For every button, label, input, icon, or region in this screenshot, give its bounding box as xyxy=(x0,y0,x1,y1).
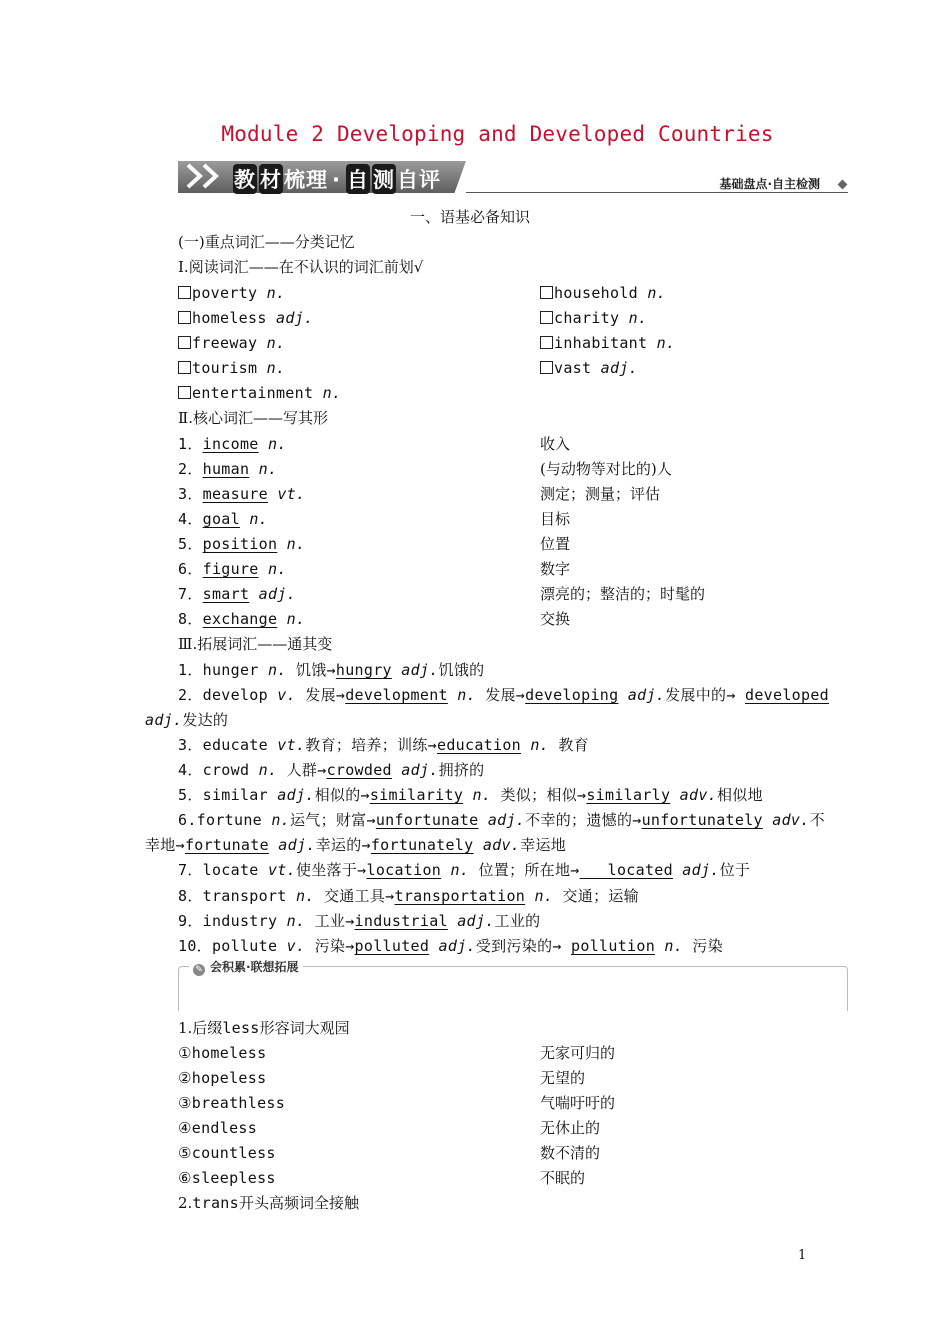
derivation-line-8: 8．transport n. 交通工具→transportation n. 交通；运输 xyxy=(178,887,639,905)
chevron-right-icon xyxy=(200,163,222,189)
tip-heading: ✎ 会积累·联想拓展 xyxy=(189,958,303,976)
core-vocab-meaning: 测定；测量；评估 xyxy=(540,485,661,503)
derivation-line-10: 10．pollute v. 污染→polluted adj.受到污染的→ pollution n. 污染 xyxy=(178,937,723,955)
core-vocab-item: 1．income n. xyxy=(178,435,287,453)
section-heading: 一、语基必备知识 xyxy=(410,208,531,226)
tip-word: ⑤countless xyxy=(178,1144,276,1162)
tip-meaning: 无休止的 xyxy=(540,1119,601,1137)
derivation-line-6-cont: 幸地→fortunate adj.幸运的→fortunately adv.幸运地 xyxy=(145,836,567,854)
tip-word: ①homeless xyxy=(178,1044,267,1062)
tip-meaning: 气喘吁吁的 xyxy=(540,1094,616,1112)
lightbulb-icon: ✎ xyxy=(193,964,205,976)
core-vocab-item: 7．smart adj. xyxy=(178,585,296,603)
core-vocab-item: 6．figure n. xyxy=(178,560,287,578)
derivation-line-6: 6.fortune n.运气；财富→unfortunate adj.不幸的；遗憾的→unfortunately adv.不 xyxy=(178,811,825,829)
derivation-line-5: 5．similar adj.相似的→similarity n. 类似；相似→similarly adv.相似地 xyxy=(178,786,763,804)
core-vocab-item: 4．goal n. xyxy=(178,510,268,528)
checkbox-icon[interactable] xyxy=(178,311,191,324)
tip-meaning: 数不清的 xyxy=(540,1144,601,1162)
tip-word: ③breathless xyxy=(178,1094,286,1112)
vocab-checkbox-item[interactable]: entertainment n. xyxy=(178,381,341,406)
checkbox-icon[interactable] xyxy=(540,311,553,324)
vocab-checkbox-item[interactable]: poverty n. xyxy=(178,281,285,306)
vocab-checkbox-item[interactable]: tourism n. xyxy=(178,356,285,381)
checkbox-icon[interactable] xyxy=(540,361,553,374)
vocab-checkbox-item[interactable]: freeway n. xyxy=(178,331,285,356)
banner-subtitle: 基础盘点·自主检测 xyxy=(719,177,820,191)
core-vocab-meaning: 漂亮的；整洁的；时髦的 xyxy=(540,585,706,603)
core-vocab-meaning: 位置 xyxy=(540,535,571,553)
banner-title: 教 材梳理 · 自 测自评 xyxy=(232,164,441,194)
section-banner xyxy=(178,161,848,195)
derivation-line-2: 2．develop v. 发展→development n. 发展→developing adj.发展中的→ developed xyxy=(178,686,829,704)
derivation-line-7: 7．locate vt.使坐落于→location n. 位置；所在地→ located adj.位于 xyxy=(178,861,751,879)
checkbox-icon[interactable] xyxy=(178,286,191,299)
tip-sub1: 1.后缀less形容词大观园 xyxy=(178,1019,350,1037)
subheading: (一)重点词汇——分类记忆 xyxy=(178,233,355,251)
derivation-line-1: 1．hunger n. 饥饿→hungry adj.饥饿的 xyxy=(178,661,485,679)
core-vocab-meaning: 收入 xyxy=(540,435,571,453)
checkbox-icon[interactable] xyxy=(178,361,191,374)
vocab-checkbox-item[interactable]: household n. xyxy=(540,281,666,306)
tip-meaning: 无家可归的 xyxy=(540,1044,616,1062)
tip-sub2: 2.trans开头高频词全接触 xyxy=(178,1194,359,1212)
tip-word: ⑥sleepless xyxy=(178,1169,276,1187)
core-vocab-meaning: 目标 xyxy=(540,510,571,528)
core-vocab-item: 3．measure vt. xyxy=(178,485,306,503)
page-title: Module 2 Developing and Developed Countries xyxy=(221,122,774,146)
page-number: 1 xyxy=(798,1248,807,1263)
diamond-icon xyxy=(838,180,848,190)
part1-heading: Ⅰ.阅读词汇——在不认识的词汇前划√ xyxy=(178,258,424,276)
derivation-line-9: 9．industry n. 工业→industrial adj.工业的 xyxy=(178,912,541,930)
vocab-checkbox-item[interactable]: vast adj. xyxy=(540,356,638,381)
derivation-line-3: 3．educate vt.教育；培养；训练→education n. 教育 xyxy=(178,736,589,754)
checkbox-icon[interactable] xyxy=(540,336,553,349)
tip-word: ④endless xyxy=(178,1119,258,1137)
tip-box xyxy=(178,960,848,1011)
tip-meaning: 无望的 xyxy=(540,1069,586,1087)
checkbox-icon[interactable] xyxy=(540,286,553,299)
checkbox-icon[interactable] xyxy=(178,386,191,399)
core-vocab-item: 2．human n. xyxy=(178,460,278,478)
core-vocab-meaning: 交换 xyxy=(540,610,571,628)
part3-heading: Ⅲ.拓展词汇——通其变 xyxy=(178,635,333,653)
tip-meaning: 不眠的 xyxy=(540,1169,586,1187)
vocab-checkbox-item[interactable]: homeless adj. xyxy=(178,306,313,331)
tip-word: ②hopeless xyxy=(178,1069,267,1087)
vocab-checkbox-item[interactable]: charity n. xyxy=(540,306,647,331)
core-vocab-item: 8．exchange n. xyxy=(178,610,306,628)
part2-heading: Ⅱ.核心词汇——写其形 xyxy=(178,409,328,427)
checkbox-icon[interactable] xyxy=(178,336,191,349)
derivation-line-2-cont: adj.发达的 xyxy=(145,711,229,729)
vocab-checkbox-item[interactable]: inhabitant n. xyxy=(540,331,675,356)
banner-rule xyxy=(466,192,848,193)
core-vocab-item: 5．position n. xyxy=(178,535,306,553)
core-vocab-meaning: 数字 xyxy=(540,560,571,578)
derivation-line-4: 4．crowd n. 人群→crowded adj.拥挤的 xyxy=(178,761,485,779)
core-vocab-meaning: (与动物等对比的)人 xyxy=(540,460,672,478)
